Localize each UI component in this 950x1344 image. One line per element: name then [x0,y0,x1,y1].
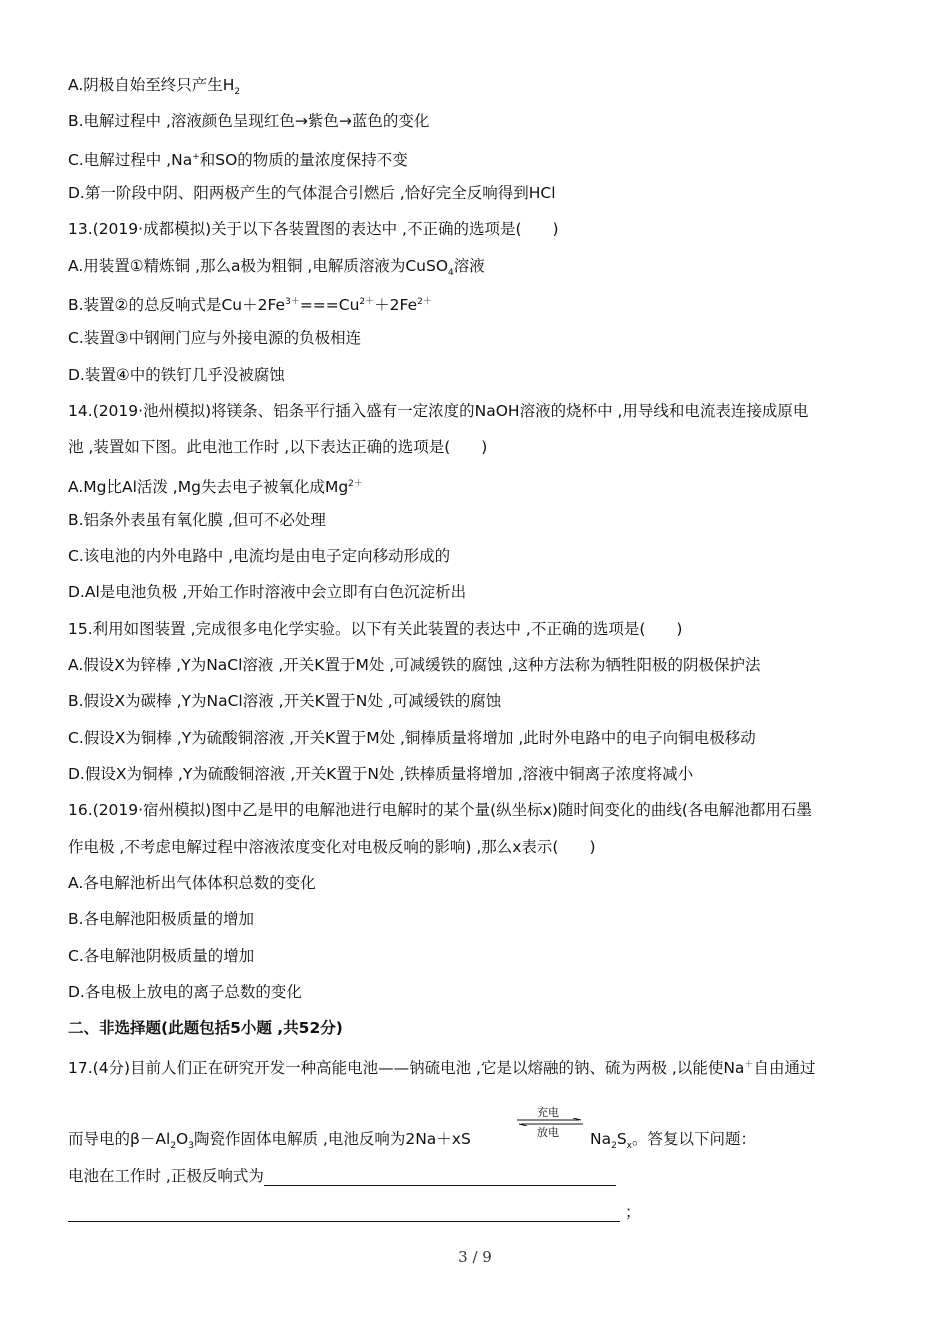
section-heading: 二、非选择题(此题包括5小题 ,共52分) [68,1019,343,1037]
reversible-reaction-arrow [517,1104,587,1138]
option-c-q14: C.该电池的内外电路中 ,电流均是由电子定向移动形成的 [68,547,451,565]
option-a-q16: A.各电解池析出气体体积总数的变化 [68,874,316,892]
answer-prompt: 电池在工作时 ,正极反响式为 [68,1166,616,1186]
option-c-q15: C.假设X为铜棒 ,Y为硫酸铜溶液 ,开关K置于M处 ,铜棒质量将增加 ,此时外电路中的电子向铜电极移动 [68,729,756,747]
option-b-q12: B.电解过程中 ,溶液颜色呈现红色→紫色→蓝色的变化 [68,112,430,130]
answer-blank-2[interactable] [68,1203,620,1222]
question-17-line2-right: $Na_2S_x$。答复以下问题： [590,1130,757,1152]
question-17-line2-left: 而导电的$\beta-Al_2O_3$陶瓷作固体电解质 ,电池反响为2Na＋xS [68,1130,471,1152]
option-d-q14: D.Al是电池负极 ,开始工作时溶液中会立即有白色沉淀析出 [68,583,467,601]
answer-blank-1[interactable] [264,1167,616,1186]
option-d-q16: D.各电极上放电的离子总数的变化 [68,983,302,1001]
question-16-line1: 16.(2019·宿州模拟)图中乙是甲的电解池进行电解时的某个量(纵坐标x)随时间变化的曲线(各电解池都用石墨 [68,801,812,819]
option-a-q14: A.Mg比Al活泼 ,Mg失去电子被氧化成$Mg^{2+}$ [68,478,363,497]
option-d-q13: D.装置④中的铁钉几乎没被腐蚀 [68,366,285,384]
option-c-q13: C.装置③中钢闸门应与外接电源的负极相连 [68,329,362,347]
option-b-q16: B.各电解池阳极质量的增加 [68,910,255,928]
page-number: 3 / 9 [458,1248,492,1266]
question-14-line1: 14.(2019·池州模拟)将镁条、铝条平行插入盛有一定浓度的NaOH溶液的烧杯中 ,用导线和电流表连接成原电 [68,402,809,420]
discharge-label: 放电 [537,1126,559,1139]
option-a-q15: A.假设X为锌棒 ,Y为NaCl溶液 ,开关K置于M处 ,可减缓铁的腐蚀 ,这种方法称为牺牲阳极的阴极保护法 [68,656,761,674]
option-b-q13: B.装置②的总反响式是$Cu+2Fe^{3+}===Cu^{2+}+2Fe^{2+}$ [68,296,432,315]
option-d-q15: D.假设X为铜棒 ,Y为硫酸铜溶液 ,开关K置于N处 ,铁棒质量将增加 ,溶液中铜离子浓度将减小 [68,765,694,783]
option-a-q12: A.阴极自始至终只产生$H_2$ [68,76,241,98]
option-c-q12: C.电解过程中 ,Na+和SO的物质的量浓度保持不变 [68,151,408,170]
question-15: 15.利用如图装置 ,完成很多电化学实验。以下有关此装置的表达中 ,不正确的选项是( ) [68,620,683,638]
charge-label: 充电 [537,1106,559,1119]
option-d-q12: D.第一阶段中阴、阳两极产生的气体混合引燃后 ,恰好完全反响得到HCl [68,184,556,202]
question-14-line2: 池 ,装置如下图。此电池工作时 ,以下表达正确的选项是( ) [68,438,488,456]
option-b-q14: B.铝条外表虽有氧化膜 ,但可不必处理 [68,511,326,529]
option-b-q15: B.假设X为碳棒 ,Y为NaCl溶液 ,开关K置于N处 ,可减缓铁的腐蚀 [68,692,502,710]
option-c-q16: C.各电解池阴极质量的增加 [68,947,255,965]
question-16-line2: 作电极 ,不考虑电解过程中溶液浓度变化对电极反响的影响) ,那么x表示( ) [68,838,596,856]
question-17-line1: 17.(4分)目前人们正在研究开发一种高能电池——钠硫电池 ,它是以熔融的钠、硫为两极 ,以能使Na＋自由通过 [68,1059,816,1078]
answer-line-2: ； [68,1202,640,1222]
question-13: 13.(2019·成都模拟)关于以下各装置图的表达中 ,不正确的选项是( ) [68,220,559,238]
option-a-q13: A.用装置①精炼铜 ,那么a极为粗铜 ,电解质溶液为CuSO$_4$溶液 [68,257,485,279]
